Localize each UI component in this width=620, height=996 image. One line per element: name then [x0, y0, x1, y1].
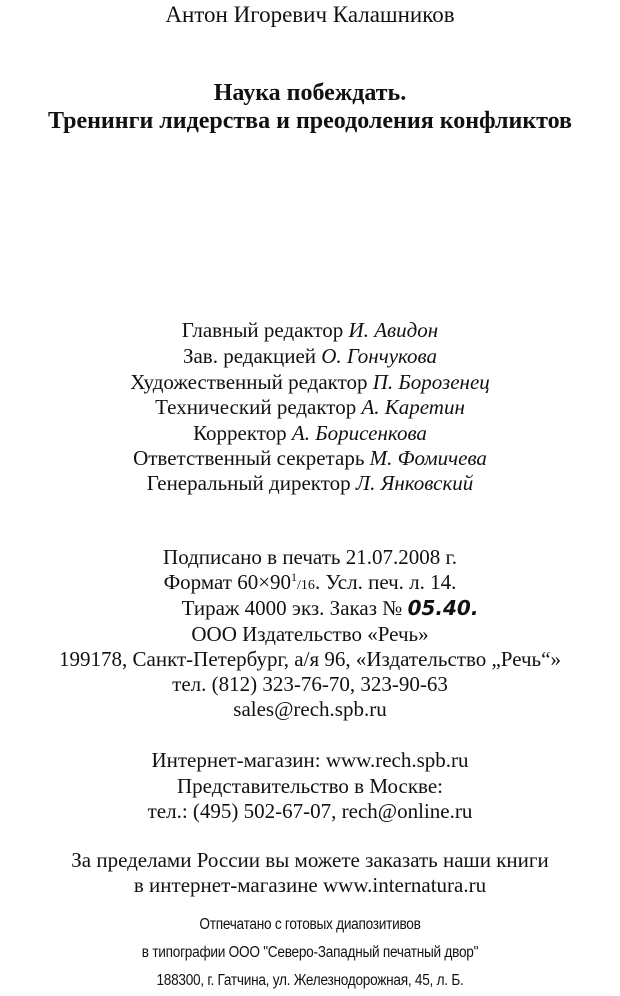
staff-role: Корректор	[193, 421, 287, 445]
publisher-name: ООО Издательство «Речь»	[191, 622, 429, 646]
staff-person: И. Авидон	[348, 318, 439, 342]
staff-role: Ответственный секретарь	[133, 446, 365, 470]
staff-role: Главный редактор	[181, 318, 344, 342]
author-name: Антон Игоревич Калашников	[165, 2, 455, 27]
order-number-handwritten: 05.40.	[407, 596, 479, 620]
staff-person: А. Борисенкова	[291, 421, 427, 445]
staff-credit	[0, 318, 620, 343]
format-line	[0, 570, 620, 595]
book-title-line-2: Тренинги лидерства и преодоления конфликтов	[48, 108, 572, 134]
format-fraction: /16	[297, 578, 315, 593]
staff-person: Л. Янковский	[355, 471, 474, 495]
format-superscript: 1	[291, 570, 298, 584]
book-title-line-1: Наука побеждать.	[213, 80, 407, 106]
imprint-line-3: 188300, г. Гатчина, ул. Железнодорожная, 45, л. Б.	[156, 972, 464, 989]
staff-person: О. Гончукова	[321, 344, 438, 368]
staff-role: Художественный редактор	[130, 370, 368, 394]
format-prefix: Формат 60×90	[163, 570, 292, 594]
staff-credit	[0, 370, 620, 395]
abroad-note-line-2: в интернет-магазине www.internatura.ru	[133, 873, 487, 897]
staff-role: Технический редактор	[155, 395, 357, 419]
signed-date: Подписано в печать 21.07.2008 г.	[163, 545, 457, 569]
format-suffix: . Усл. печ. л. 14.	[314, 570, 457, 594]
print-run: Тираж 4000 экз. Заказ №	[181, 596, 403, 620]
staff-person: М. Фомичева	[369, 446, 487, 470]
staff-credit	[0, 344, 620, 369]
staff-credit	[0, 421, 620, 446]
staff-credit	[0, 471, 620, 496]
moscow-office-label: Представительство в Москве:	[176, 774, 443, 798]
publisher-email: sales@rech.spb.ru	[233, 697, 387, 721]
publisher-address: 199178, Санкт-Петербург, а/я 96, «Издательство „Речь“»	[59, 647, 561, 671]
staff-role: Генеральный директор	[146, 471, 351, 495]
staff-role: Зав. редакцией	[182, 344, 316, 368]
staff-person: П. Борозенец	[372, 370, 490, 394]
moscow-office-contacts: тел.: (495) 502-67-07, rech@online.ru	[147, 799, 473, 823]
publisher-phone: тел. (812) 323-76-70, 323-90-63	[172, 672, 448, 696]
staff-credit	[0, 446, 620, 471]
imprint-line-1: Отпечатано с готовых диапозитивов	[199, 916, 421, 933]
online-shop: Интернет-магазин: www.rech.spb.ru	[151, 748, 469, 772]
staff-person: А. Каретин	[361, 395, 465, 419]
staff-credit	[0, 395, 620, 420]
abroad-note-line-1: За пределами России вы можете заказать наши книги	[71, 848, 549, 872]
imprint-line-2: в типографии ООО "Северо-Западный печатный двор"	[141, 944, 479, 961]
print-run-line	[0, 596, 620, 621]
